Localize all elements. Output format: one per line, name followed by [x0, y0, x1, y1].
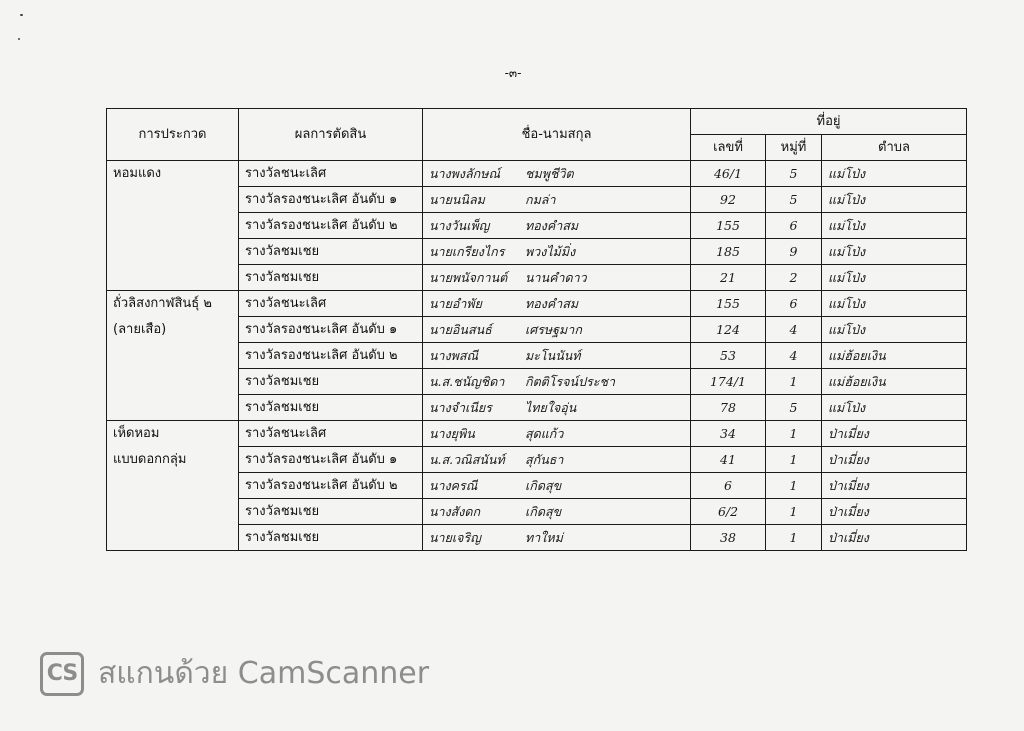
- last-name: พวงไม้มิ่ง: [525, 244, 576, 259]
- speck: [18, 38, 20, 40]
- village-cell: 4: [766, 317, 822, 343]
- competition-label: แบบดอกกลุ่ม: [113, 452, 187, 467]
- table-body: [107, 161, 967, 551]
- header-subdistrict: ตำบล: [822, 135, 967, 161]
- last-name: สุดแก้ว: [525, 426, 564, 441]
- village-cell: 9: [766, 239, 822, 265]
- last-name: ทองคำสม: [525, 218, 579, 233]
- result-cell: รางวัลชนะเลิศ: [239, 161, 423, 187]
- first-name: น.ส.ชนัญชิดา: [429, 374, 505, 389]
- house-no-cell: 34: [691, 421, 766, 447]
- result-cell: รางวัลชนะเลิศ: [239, 291, 423, 317]
- first-name: นางจำเนียร: [429, 400, 492, 415]
- village-cell: 1: [766, 421, 822, 447]
- name-cell: [423, 447, 691, 473]
- result-cell: รางวัลรองชนะเลิศ อันดับ ๑: [239, 317, 423, 343]
- first-name: นายอำพัย: [429, 296, 482, 311]
- header-name: ชื่อ-นามสกุล: [423, 109, 691, 161]
- subdistrict-cell: แม่โป่ง: [822, 395, 967, 421]
- result-cell: รางวัลชมเชย: [239, 525, 423, 551]
- last-name: เศรษฐมาก: [525, 322, 582, 337]
- first-name: นายเจริญ: [429, 530, 481, 545]
- subdistrict-cell: แม่ฮ้อยเงิน: [822, 369, 967, 395]
- name-cell: [423, 473, 691, 499]
- village-cell: 2: [766, 265, 822, 291]
- village-cell: 5: [766, 161, 822, 187]
- last-name: เกิดสุข: [525, 504, 562, 519]
- name-cell: [423, 317, 691, 343]
- last-name: ชมพูชีวิต: [525, 166, 574, 181]
- subdistrict-cell: ป่าเมี่ยง: [822, 473, 967, 499]
- first-name: นายเกรียงไกร: [429, 244, 505, 259]
- house-no-cell: 78: [691, 395, 766, 421]
- last-name: มะโนนันท์: [525, 348, 581, 363]
- village-cell: 1: [766, 473, 822, 499]
- competition-label: (ลายเสือ): [113, 322, 167, 337]
- subdistrict-cell: แม่ฮ้อยเงิน: [822, 343, 967, 369]
- village-cell: 1: [766, 447, 822, 473]
- subdistrict-cell: แม่โป่ง: [822, 213, 967, 239]
- village-cell: 6: [766, 213, 822, 239]
- subdistrict-cell: แม่โป่ง: [822, 161, 967, 187]
- page-number: -๓-: [504, 66, 522, 80]
- first-name: นางครณี: [429, 478, 478, 493]
- results-table: [106, 108, 967, 551]
- name-cell: [423, 499, 691, 525]
- name-cell: [423, 213, 691, 239]
- header-address: ที่อยู่: [691, 109, 967, 135]
- subdistrict-cell: ป่าเมี่ยง: [822, 421, 967, 447]
- subdistrict-cell: แม่โป่ง: [822, 291, 967, 317]
- house-no-cell: 38: [691, 525, 766, 551]
- house-no-cell: 41: [691, 447, 766, 473]
- name-cell: [423, 187, 691, 213]
- house-no-cell: 92: [691, 187, 766, 213]
- name-cell: [423, 421, 691, 447]
- competition-cell: [107, 291, 239, 421]
- name-cell: [423, 265, 691, 291]
- house-no-cell: 21: [691, 265, 766, 291]
- last-name: เกิดสุข: [525, 478, 562, 493]
- name-cell: [423, 239, 691, 265]
- last-name: นานคำดาว: [525, 270, 587, 285]
- header-house-no: เลขที่: [691, 135, 766, 161]
- camscanner-logo: CS: [40, 652, 84, 696]
- subdistrict-cell: ป่าเมี่ยง: [822, 499, 967, 525]
- first-name: น.ส.วณิสนันท์: [429, 452, 505, 467]
- first-name: นายนนิลม: [429, 192, 485, 207]
- village-cell: 1: [766, 499, 822, 525]
- first-name: นางยุพิน: [429, 426, 475, 441]
- subdistrict-cell: ป่าเมี่ยง: [822, 447, 967, 473]
- house-no-cell: 6/2: [691, 499, 766, 525]
- result-cell: รางวัลชมเชย: [239, 239, 423, 265]
- camscanner-watermark: [40, 650, 429, 697]
- speck: [20, 14, 23, 16]
- subdistrict-cell: ป่าเมี่ยง: [822, 525, 967, 551]
- name-cell: [423, 525, 691, 551]
- village-cell: 5: [766, 187, 822, 213]
- name-cell: [423, 161, 691, 187]
- result-cell: รางวัลรองชนะเลิศ อันดับ ๑: [239, 187, 423, 213]
- table-row: [107, 291, 967, 317]
- result-cell: รางวัลชมเชย: [239, 395, 423, 421]
- result-cell: รางวัลชนะเลิศ: [239, 421, 423, 447]
- first-name: นางพสณี: [429, 348, 479, 363]
- last-name: กมล่า: [525, 192, 556, 207]
- last-name: สุกันธา: [525, 452, 564, 467]
- village-cell: 6: [766, 291, 822, 317]
- house-no-cell: 46/1: [691, 161, 766, 187]
- house-no-cell: 124: [691, 317, 766, 343]
- competition-cell: [107, 161, 239, 291]
- village-cell: 5: [766, 395, 822, 421]
- result-cell: รางวัลชมเชย: [239, 265, 423, 291]
- competition-cell: [107, 421, 239, 551]
- village-cell: 1: [766, 525, 822, 551]
- last-name: ไทยใจอุ่น: [525, 400, 577, 415]
- subdistrict-cell: แม่โป่ง: [822, 265, 967, 291]
- last-name: ทาใหม่: [525, 530, 563, 545]
- first-name: นางพงลักษณ์: [429, 166, 501, 181]
- village-cell: 1: [766, 369, 822, 395]
- subdistrict-cell: แม่โป่ง: [822, 187, 967, 213]
- first-name: นายพนัจกานต์: [429, 270, 508, 285]
- result-cell: รางวัลชมเชย: [239, 369, 423, 395]
- house-no-cell: 185: [691, 239, 766, 265]
- last-name: ทองคำสม: [525, 296, 579, 311]
- house-no-cell: 174/1: [691, 369, 766, 395]
- table-row: [107, 161, 967, 187]
- result-cell: รางวัลรองชนะเลิศ อันดับ ๒: [239, 213, 423, 239]
- house-no-cell: 53: [691, 343, 766, 369]
- competition-label: หอมแดง: [113, 166, 162, 181]
- name-cell: [423, 291, 691, 317]
- result-cell: รางวัลชมเชย: [239, 499, 423, 525]
- header-result: ผลการตัดสิน: [239, 109, 423, 161]
- name-cell: [423, 369, 691, 395]
- result-cell: รางวัลรองชนะเลิศ อันดับ ๒: [239, 343, 423, 369]
- result-cell: รางวัลรองชนะเลิศ อันดับ ๑: [239, 447, 423, 473]
- first-name: นางวันเพ็ญ: [429, 218, 490, 233]
- subdistrict-cell: แม่โป่ง: [822, 317, 967, 343]
- house-no-cell: 155: [691, 291, 766, 317]
- header-competition: การประกวด: [107, 109, 239, 161]
- watermark-text: สแกนด้วย CamScanner: [98, 656, 430, 691]
- house-no-cell: 155: [691, 213, 766, 239]
- table-row: [107, 421, 967, 447]
- competition-label: ถั่วลิสงกาฬสินธุ์ ๒: [113, 296, 212, 311]
- village-cell: 4: [766, 343, 822, 369]
- subdistrict-cell: แม่โป่ง: [822, 239, 967, 265]
- house-no-cell: 6: [691, 473, 766, 499]
- name-cell: [423, 395, 691, 421]
- first-name: นายอินสนธ์: [429, 322, 492, 337]
- name-cell: [423, 343, 691, 369]
- first-name: นางสังดก: [429, 504, 481, 519]
- result-cell: รางวัลรองชนะเลิศ อันดับ ๒: [239, 473, 423, 499]
- competition-label: เห็ดหอม: [113, 426, 160, 441]
- header-village: หมู่ที่: [766, 135, 822, 161]
- last-name: กิตติโรจน์ประชา: [525, 374, 615, 389]
